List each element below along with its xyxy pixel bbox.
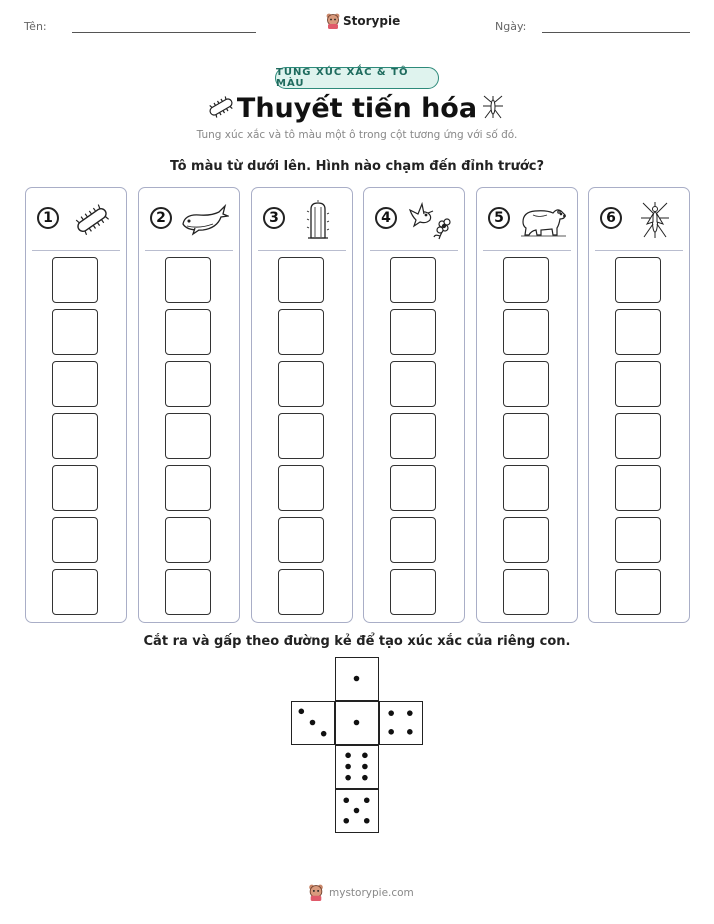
evolution-column-6 — [588, 187, 690, 623]
color-box[interactable] — [503, 309, 549, 355]
column-divider — [483, 250, 571, 251]
color-box[interactable] — [615, 569, 661, 615]
brand-logo — [326, 13, 400, 29]
color-box[interactable] — [503, 413, 549, 459]
column-divider — [370, 250, 458, 251]
mosquito-icon — [631, 200, 679, 240]
color-box[interactable] — [52, 413, 98, 459]
color-box[interactable] — [165, 413, 211, 459]
color-box[interactable] — [278, 309, 324, 355]
dice-face-1 — [335, 657, 379, 701]
dice-pips — [336, 746, 377, 787]
column-number: 1 — [37, 207, 59, 229]
color-box[interactable] — [390, 465, 436, 511]
color-box[interactable] — [278, 465, 324, 511]
dice-pips — [380, 702, 421, 743]
dice-pips — [336, 702, 377, 743]
dice-face-4 — [379, 701, 423, 745]
color-box[interactable] — [165, 569, 211, 615]
color-box[interactable] — [615, 413, 661, 459]
color-box[interactable] — [165, 309, 211, 355]
color-box[interactable] — [165, 361, 211, 407]
color-box[interactable] — [615, 361, 661, 407]
date-line[interactable] — [542, 32, 690, 33]
coloring-instruction: Tô màu từ dưới lên. Hình nào chạm đến đỉnh trước? — [169, 159, 545, 174]
color-box[interactable] — [278, 361, 324, 407]
polar-bear-icon — [519, 200, 567, 240]
evolution-column-5 — [476, 187, 578, 623]
bird-flower-icon — [406, 200, 454, 240]
column-divider — [145, 250, 233, 251]
color-box[interactable] — [52, 569, 98, 615]
bear-logo-icon — [326, 13, 340, 29]
color-box[interactable] — [390, 361, 436, 407]
column-divider — [258, 250, 346, 251]
color-box[interactable] — [390, 309, 436, 355]
dice-face-1 — [335, 701, 379, 745]
evolution-column-3 — [251, 187, 353, 623]
dice-face-5 — [335, 789, 379, 833]
color-box[interactable] — [390, 413, 436, 459]
evolution-column-1 — [25, 187, 127, 623]
color-box[interactable] — [165, 257, 211, 303]
bacterium-icon — [68, 200, 116, 240]
date-label: Ngày: — [495, 20, 527, 33]
evolution-column-2 — [138, 187, 240, 623]
name-line[interactable] — [72, 32, 256, 33]
color-box[interactable] — [278, 517, 324, 563]
column-divider — [595, 250, 683, 251]
color-box[interactable] — [615, 309, 661, 355]
column-number: 5 — [488, 207, 510, 229]
color-box[interactable] — [52, 257, 98, 303]
activity-badge: TUNG XÚC XẮC & TÔ MÀU — [275, 67, 439, 89]
dice-pips — [336, 658, 377, 699]
color-box[interactable] — [165, 465, 211, 511]
color-box[interactable] — [503, 257, 549, 303]
color-box[interactable] — [390, 517, 436, 563]
color-box[interactable] — [52, 517, 98, 563]
color-box[interactable] — [165, 517, 211, 563]
dice-pips — [336, 790, 377, 831]
column-number: 6 — [600, 207, 622, 229]
cactus-icon — [294, 200, 342, 240]
column-number: 4 — [375, 207, 397, 229]
color-box[interactable] — [503, 569, 549, 615]
dice-face-3 — [291, 701, 335, 745]
color-box[interactable] — [615, 465, 661, 511]
mosquito-title-icon — [480, 92, 506, 122]
name-label: Tên: — [24, 20, 47, 33]
footer-url[interactable]: mystorypie.com — [329, 886, 414, 899]
color-box[interactable] — [278, 569, 324, 615]
bear-footer-icon — [308, 884, 324, 901]
dice-instruction: Cắt ra và gấp theo đường kẻ để tạo xúc xắc của riêng con. — [143, 634, 571, 649]
column-number: 2 — [150, 207, 172, 229]
color-box[interactable] — [615, 517, 661, 563]
footer — [308, 884, 414, 901]
color-box[interactable] — [503, 465, 549, 511]
color-box[interactable] — [615, 257, 661, 303]
column-divider — [32, 250, 120, 251]
color-box[interactable] — [390, 257, 436, 303]
color-box[interactable] — [503, 361, 549, 407]
whale-icon — [181, 200, 229, 240]
color-box[interactable] — [52, 309, 98, 355]
color-box[interactable] — [278, 413, 324, 459]
page-subtitle: Tung xúc xắc và tô màu một ô trong cột tương ứng với số đó. — [196, 129, 518, 141]
color-box[interactable] — [52, 465, 98, 511]
evolution-column-4 — [363, 187, 465, 623]
dice-face-6 — [335, 745, 379, 789]
brand-name: Storypie — [343, 14, 401, 28]
column-number: 3 — [263, 207, 285, 229]
color-box[interactable] — [278, 257, 324, 303]
color-box[interactable] — [390, 569, 436, 615]
color-box[interactable] — [52, 361, 98, 407]
dice-pips — [292, 702, 333, 743]
page-title: Thuyết tiến hóa — [236, 93, 478, 124]
color-box[interactable] — [503, 517, 549, 563]
